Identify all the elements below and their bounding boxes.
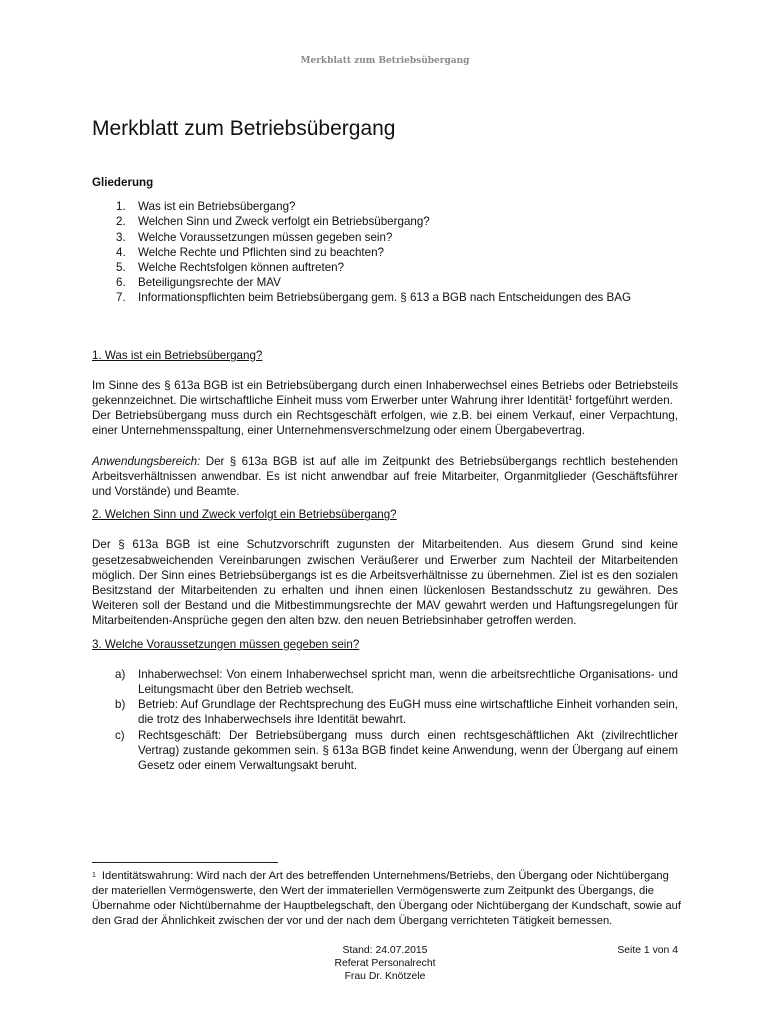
list-item [92, 230, 678, 245]
footer-author: Frau Dr. Knötzele [344, 971, 426, 982]
scope-label: Anwendungsbereich: [92, 454, 201, 468]
list-number: 4. [116, 245, 126, 259]
list-item [92, 214, 678, 229]
footnote-text: Identitätswahrung: Wird nach der Art des betreffenden Unternehmens/Betriebs, den Übergang oder Nichtübergang der materiellen Vermögenswerte, den Wert der immateriellen Vermögenswerte zum Zeitpunkt des Übergangs, die Übernahme oder Nichtübernahme der Hauptbelegschaft, den Übergang oder Nichtübergang der Kundschaft, sowie auf den Grad der Ähnlichkeit zwischen der vor und der nach dem Übergang verrichteten Tätigkeit bemessen. [92, 870, 681, 927]
list-item [92, 290, 678, 305]
list-text: Betrieb: Auf Grundlage der Rechtsprechung des EuGH muss eine wirtschaftliche Einheit vorhanden sein, die trotz des Inhaberwechsels ihre Identität bewahrt. [138, 698, 678, 727]
list-letter: c) [115, 728, 125, 742]
section1-paragraph-2: Der Betriebsübergang muss durch ein Rechtsgeschäft erfolgen, wie z.B. bei einem Verkauf, einer Verpachtung, einer Unternehmensspaltung, einer Unternehmensverschmelzung oder einem Übergabevertrag. [92, 409, 678, 438]
outline-list [92, 199, 678, 305]
list-text: Welche Rechte und Pflichten sind zu beachten? [138, 245, 384, 259]
list-text: Welche Voraussetzungen müssen gegeben sein? [138, 230, 393, 244]
running-header: Merkblatt zum Betriebsübergang [300, 56, 470, 66]
list-item [92, 199, 678, 214]
list-number: 7. [116, 291, 126, 305]
list-text: Inhaberwechsel: Von einem Inhaberwechsel spricht man, wenn die arbeitsrechtliche Organisations- und Leitungsmacht über den Betrieb wechselt. [138, 667, 678, 697]
list-text: Rechtsgeschäft: Der Betriebsübergang muss durch einen rechtsgeschäftlichen Akt (zivilrechtlicher Vertrag) zustande gekommen sein. § 613a BGB findet keine Anwendung, wenn der Übergang auf einem Gesetz oder einem Verwaltungsakt beruht. [138, 728, 678, 773]
page-footer [92, 944, 678, 983]
list-letter: a) [115, 667, 126, 681]
list-number: 1. [116, 200, 126, 214]
list-text: Was ist ein Betriebsübergang? [138, 200, 296, 214]
section1-paragraph-3: Anwendungsbereich: Der § 613a BGB ist auf alle im Zeitpunkt des Betriebsübergangs rechtlich bestehenden Arbeitsverhältnissen anwendbar. Es ist nicht anwendbar auf freie Mitarbeiter, Organmitglieder (Geschäftsführer und Vorstände) und Beamte. [92, 454, 678, 499]
footnote-divider [92, 862, 278, 863]
section1-paragraph-1: Im Sinne des § 613a BGB ist ein Betriebsübergang durch einen Inhaberwechsel eines Betriebs oder Betriebsteils gekennzeichnet. Die wirtschaftliche Einheit muss vom Erwerber unter Wahrung ihrer Identität$^1$ fortgeführt werden. [92, 378, 678, 408]
section-heading-3: 3. Welche Voraussetzungen müssen gegeben sein? [92, 637, 360, 651]
list-text: Welchen Sinn und Zweck verfolgt ein Betriebsübergang? [138, 215, 430, 229]
page-title: Merkblatt zum Betriebsübergang [92, 117, 396, 140]
page-number: Seite 1 von 4 [617, 945, 678, 956]
list-item [92, 728, 678, 774]
list-number: 6. [116, 276, 126, 290]
list-item [92, 667, 678, 697]
list-text: Beteiligungsrechte der MAV [138, 276, 281, 290]
list-item [92, 260, 678, 275]
list-text: Informationspflichten beim Betriebsübergang gem. § 613 a BGB nach Entscheidungen des BAG [138, 291, 632, 305]
requirements-list [92, 667, 678, 773]
list-number: 3. [116, 230, 126, 244]
footnote [92, 869, 682, 929]
list-letter: b) [115, 698, 126, 712]
section-heading-2: 2. Welchen Sinn und Zweck verfolgt ein Betriebsübergang? [92, 508, 397, 522]
list-item [92, 697, 678, 727]
footer-date: Stand: 24.07.2015 [342, 945, 428, 956]
list-text: Welche Rechtsfolgen können auftreten? [138, 261, 345, 275]
list-number: 2. [116, 215, 126, 229]
list-number: 5. [116, 261, 126, 275]
footnote-mark: 1 [92, 872, 96, 879]
footnote-reference[interactable]: 1 [568, 395, 573, 403]
footer-department: Referat Personalrecht [334, 958, 436, 969]
section-heading-1: 1. Was ist ein Betriebsübergang? [92, 348, 263, 362]
list-item [92, 245, 678, 260]
page-body [92, 116, 678, 773]
outline-heading: Gliederung [92, 176, 154, 189]
section2-paragraph-1: Der § 613a BGB ist eine Schutzvorschrift zugunsten der Mitarbeitenden. Aus diesem Grund sind keine gesetzesabweichenden Vereinbarungen zwischen Veräußerer und Erwerber zum Nachteil der Mitarbeitenden möglich. Der Sinn eines Betriebsübergangs ist es die Arbeitsverhältnisse zu übernehmen. Ziel ist es den sozialen Besitzstand der Mitarbeitenden zu erhalten und ihnen einen lückenlosen Bestandsschutz zu gewähren. Des Weiteren soll der Bestand und die Mitbestimmungsrechte der MAV gewahrt werden und Haftungsregelungen für Mitarbeitenden-Ansprüche gegen den alten bzw. den neuen Betriebsinhaber getroffen werden. [92, 538, 678, 628]
list-item [92, 275, 678, 290]
